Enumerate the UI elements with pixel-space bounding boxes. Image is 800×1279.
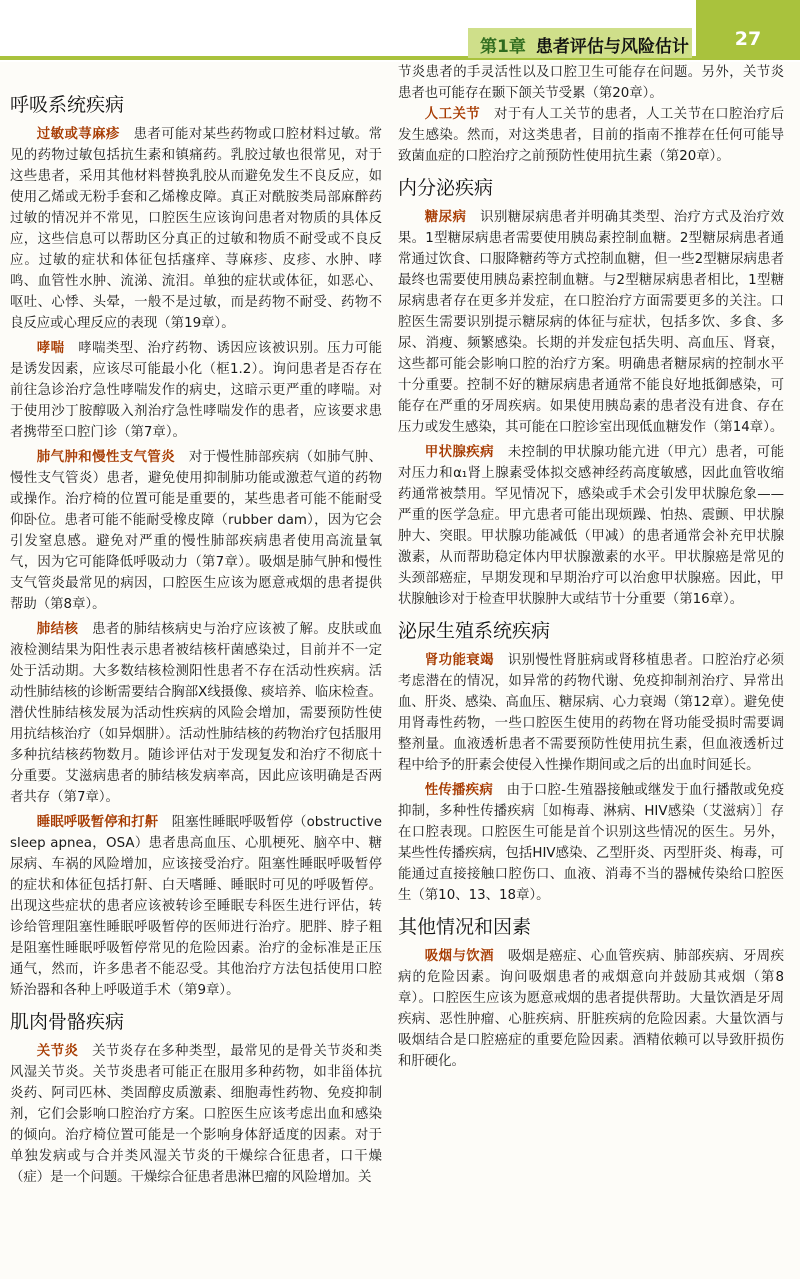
left-column <box>10 62 382 1188</box>
paragraph <box>398 104 784 167</box>
term: 过敏或荨麻疹 <box>36 127 120 142</box>
term: 性传播疾病 <box>424 783 493 798</box>
page-header <box>0 0 800 62</box>
section-title: 呼吸系统疾病 <box>10 94 125 116</box>
paragraph-body: 识别糖尿病患者并明确其类型、治疗方式及治疗效果。1型糖尿病患者需要使用胰岛素控制血糖。2型糖尿病患者通常通过饮食、口服降糖药等方式控制血糖，但一些2型糖尿病患者最终也需要使用胰岛素控制血糖。与2型糖尿病患者相比，1型糖尿病患者存在更多并发症，在口腔治疗方面需要更多的关注。口腔医生需要识别提示糖尿病的体征与症状，包括多饮、多食、多尿、消瘦、频繁感染。长期的并发症包括失明、高血压、肾衰，这些都可能会影响口腔的治疗方案。明确患者糖尿病的控制水平十分重要。控制不好的糖尿病患者通常不能良好地抵御感染，可能存在严重的牙周疾病。如果使用胰岛素的患者没有进食、存在压力或发生感染，其可能在口腔诊室出现低血糖发作（第14章）。 <box>398 210 785 435</box>
term: 吸烟与饮酒 <box>424 949 494 964</box>
paragraph <box>398 780 784 906</box>
term: 关节炎 <box>36 1044 79 1059</box>
page-number: 27 <box>734 28 762 50</box>
paragraph <box>398 442 784 610</box>
paragraph-body: 未控制的甲状腺功能亢进（甲亢）患者，可能对压力和α₁肾上腺素受体拟交感神经药高度敏感，因此血管收缩药通常被禁用。罕见情况下，感染或手术会引发甲状腺危象——严重的医学急症。甲亢患者可能出现烦躁、怕热、震颤、甲状腺肿大、突眼。甲状腺功能减低（甲减）的患者通常会补充甲状腺激素，从而帮助稳定体内甲状腺激素的水平。甲状腺癌是常见的头颈部癌症，早期发现和早期治疗可以治愈甲状腺癌。因此，甲状腺触诊对于检查甲状腺肿大或结节十分重要（第16章）。 <box>398 445 785 607</box>
paragraph-body: 哮喘类型、治疗药物、诱因应该被识别。压力可能是诱发因素，应该尽可能最小化（框1.2）。询问患者是否存在前往急诊治疗急性哮喘发作的病史，这暗示更严重的哮喘。对于使用沙丁胺醇吸入剂治疗急性哮喘发作的患者，应该要求患者携带至口腔门诊（第7章）。 <box>10 341 383 440</box>
chapter-title: 患者评估与风险估计 <box>535 37 689 57</box>
term: 肺气肿和慢性支气管炎 <box>36 450 176 465</box>
term: 糖尿病 <box>424 210 467 225</box>
page-number-box <box>696 0 800 60</box>
section-title: 泌尿生殖系统疾病 <box>398 620 551 642</box>
paragraph <box>398 650 784 776</box>
paragraph <box>398 946 784 1072</box>
continued-paragraph: 节炎患者的手灵活性以及口腔卫生可能存在问题。另外，关节炎患者也可能存在颞下颌关节受累（第20章）。 <box>398 65 784 101</box>
paragraph <box>10 447 382 615</box>
paragraph-body: 关节炎存在多种类型，最常见的是骨关节炎和类风湿关节炎。关节炎患者可能正在服用多种药物，如非甾体抗炎药、阿司匹林、类固醇皮质激素、细胞毒性药物、免疫抑制剂，它们会影响口腔治疗方案。口腔医生应该考虑出血和感染的倾向。治疗椅位置可能是一个影响身体舒适度的因素。对于单独发病或与合并类风湿关节炎的干燥综合征患者，口干燥（症）是一个问题。干燥综合征患者患淋巴瘤的风险增加。关 <box>10 1044 383 1185</box>
paragraph-body: 对于慢性肺部疾病（如肺气肿、慢性支气管炎）患者，避免使用抑制肺功能或激惹气道的药物或操作。治疗椅的位置可能是重要的，某些患者可能不能耐受仰卧位。患者可能不能耐受橡皮障（rubber dam），因为它会引发窒息感。避免对严重的慢性肺部疾病患者使用高流量氧气，因为它可能降低呼吸动力（第7章）。吸烟是肺气肿和慢性支气管炎最常见的病因，口腔医生应该为愿意戒烟的患者提供帮助（第8章）。 <box>10 450 383 612</box>
paragraph-body: 由于口腔-生殖器接触或继发于血行播散或免疫抑制，多种性传播疾病［如梅毒、淋病、HIV感染（艾滋病）］存在口腔表现。口腔医生可能是首个识别这些情况的医生。另外，某些性传播疾病，包括HIV感染、乙型肝炎、丙型肝炎、梅毒，可能通过直接接触口腔伤口、血液、消毒不当的器械传染给口腔医生（第10、13、18章）。 <box>398 783 785 903</box>
paragraph-body: 识别慢性肾脏病或肾移植患者。口腔治疗必须考虑潜在的情况，如异常的药物代谢、免疫抑制剂治疗、异常出血、肝炎、感染、高血压、糖尿病、心力衰竭（第12章）。避免使用肾毒性药物，一些口腔医生使用的药物在肾功能受损时需要调整剂量。血液透析患者不需要预防性使用抗生素，但血液透析过程中给予的肝素会使侵入性操作期间或之后的出血时间延长。 <box>398 653 785 773</box>
term: 哮喘 <box>36 341 65 356</box>
section-title: 内分泌疾病 <box>398 177 494 199</box>
term: 肺结核 <box>36 622 79 637</box>
paragraph <box>10 812 382 1001</box>
section-title: 其他情况和因素 <box>398 916 532 938</box>
term: 睡眠呼吸暂停和打鼾 <box>36 815 159 830</box>
running-head <box>480 32 689 57</box>
paragraph-body: 对于有人工关节的患者，人工关节在口腔治疗后发生感染。然而，对这类患者，目前的指南不推荐在任何可能导致菌血症的口腔治疗之前预防性使用抗生素（第20章）。 <box>398 107 785 164</box>
paragraph <box>10 1041 382 1188</box>
paragraph-body: 吸烟是癌症、心血管疾病、肺部疾病、牙周疾病的危险因素。询问吸烟患者的戒烟意向并鼓励其戒烟（第8章）。口腔医生应该为愿意戒烟的患者提供帮助。大量饮酒是牙周疾病、恶性肿瘤、心脏疾病、肝脏疾病的危险因素。大量饮酒与吸烟结合是口腔癌症的重要危险因素。酒精依赖可以导致肝损伤和肝硬化。 <box>398 949 785 1069</box>
right-column <box>398 62 784 1072</box>
term: 肾功能衰竭 <box>424 653 494 668</box>
paragraph <box>10 338 382 443</box>
term: 人工关节 <box>424 107 481 122</box>
paragraph-body: 患者可能对某些药物或口腔材料过敏。常见的药物过敏包括抗生素和镇痛药。乳胶过敏也很常见，对于这些患者，采用其他材料替换乳胶从而避免发生不良反应，如使用乙烯或无粉手套和乙烯橡皮障。真正对酰胺类局部麻醉药过敏的情况并不常见，口腔医生应该询问患者对物质的具体反应，这些信息可以帮助区分真正的过敏和物质不耐受或不良反应。过敏的症状和体征包括瘙痒、荨麻疹、皮疹、水肿、哮鸣、血管性水肿、流涕、流泪。单独的症状或体征，如恶心、呕吐、心悸、头晕，一般不是过敏，而是药物不耐受、药物不良反应或心理反应的表现（第19章）。 <box>10 127 383 331</box>
paragraph <box>398 207 784 438</box>
section-title: 肌肉骨骼疾病 <box>10 1011 125 1033</box>
paragraph <box>10 619 382 808</box>
term: 甲状腺疾病 <box>424 445 494 460</box>
chapter-number: 第1章 <box>480 37 526 57</box>
paragraph-body: 阻塞性睡眠呼吸暂停（obstructive sleep apnea，OSA）患者患高血压、心肌梗死、脑卒中、糖尿病、车祸的风险增加，应该接受治疗。阻塞性睡眠呼吸暂停的症状和体征包括打鼾、白天嗜睡、睡眠时可见的呼吸暂停。出现这些症状的患者应该被转诊至睡眠专科医生进行评估，转诊给管理阻塞性睡眠呼吸暂停的医师进行治疗。肥胖、脖子粗是阻塞性睡眠呼吸暂停常见的危险因素。治疗的金标准是正压通气，然而，许多患者不能忍受。其他治疗方法包括使用口腔矫治器和各种上呼吸道手术（第9章）。 <box>10 815 383 998</box>
paragraph-body: 患者的肺结核病史与治疗应该被了解。皮肤或血液检测结果为阳性表示患者被结核杆菌感染过，目前并不一定处于活动期。大多数结核检测阳性患者不存在活动性疾病。活动性肺结核的诊断需要结合胸部X线摄像、痰培养、临床检查。潜伏性肺结核发展为活动性疾病的风险会增加，需要预防性使用抗结核治疗（如异烟肼）。活动性肺结核的药物治疗包括服用多种抗结核药物数月。随诊评估对于发现复发和治疗不彻底十分重要。艾滋病患者的肺结核发病率高，因此应该明确是否两者共存（第7章）。 <box>10 622 383 805</box>
paragraph <box>10 124 382 334</box>
